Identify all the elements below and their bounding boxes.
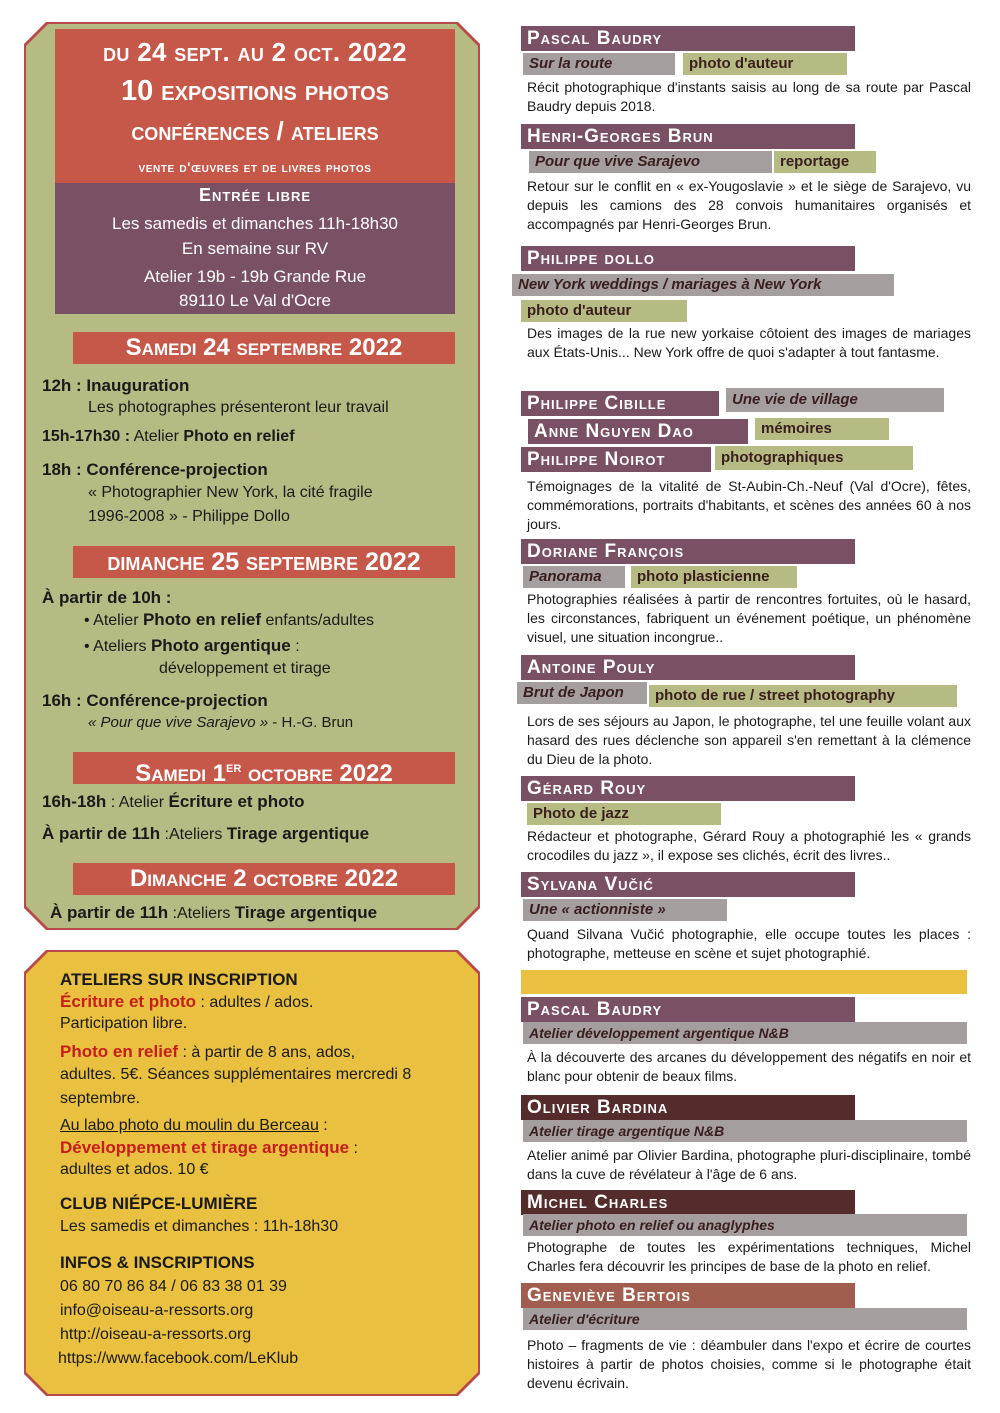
sun25-bullet-2-post: :: [290, 638, 300, 655]
workshop-2-name: Photo en relief: [60, 1042, 179, 1061]
sun25-event: [42, 691, 268, 711]
workshop-2-text3: septembre.: [60, 1090, 141, 1107]
sun2-event-1-time: À partir de 11h: [50, 903, 169, 922]
workshop-leader-1: Pascal Baudry: [521, 997, 855, 1022]
expo-5-artist: Doriane François: [521, 539, 855, 564]
contact-title: INFOS & INSCRIPTIONS: [60, 1253, 255, 1272]
expo-4-genre-2: photographiques: [715, 446, 913, 470]
sun25-bullet-1-name: Photo en relief: [142, 610, 262, 629]
entry-weekday: En semaine sur RV: [181, 239, 329, 258]
sat1-event-2-name: Tirage argentique: [226, 824, 370, 843]
sun25-bullet-1-post: enfants/adultes: [261, 612, 375, 629]
expo-6-artist: Antoine Pouly: [521, 655, 855, 680]
day-sun25-title: dimanche 25 septembre 2022: [73, 546, 455, 578]
expo-2-genre: reportage: [774, 151, 876, 173]
workshop-3-text: adultes et ados. 10 €: [60, 1161, 209, 1178]
workshop-leader-1-title: Atelier développement argentique N&B: [523, 1022, 967, 1044]
sat1-event-2-pre: :Ateliers: [160, 826, 227, 843]
sat1-event-2: [42, 824, 369, 844]
workshop-1-name: Écriture et photo: [60, 992, 197, 1011]
workshop-leader-2-desc: Atelier animé par Olivier Bardina, photographe pluri-disciplinaire, tombé dans la cuve de révélateur à l'âge de 6 ans.: [527, 1147, 971, 1182]
sat24-event-2-pre: Atelier: [130, 428, 184, 445]
expo-4-artist-1: Philippe Cibille: [521, 391, 719, 416]
workshop-3-place: [60, 1117, 328, 1135]
expo-4-title: Une vie de village: [726, 388, 944, 412]
sat1-title-pre: Samedi 1: [135, 760, 227, 787]
workshop-leader-4-desc: Photo – fragments de vie : déambuler dans l'expo et écrire de courtes histoires à partir de photos choisies, comme si le photographe était devenu écrivain.: [527, 1337, 971, 1391]
workshop-3-colon: :: [349, 1140, 358, 1157]
sun25-event-sub: [88, 714, 353, 731]
workshops-title: ATELIERS SUR INSCRIPTION: [60, 970, 298, 989]
sun25-bullet-1: [84, 610, 374, 630]
workshop-leader-4: Geneviève Bertois: [521, 1283, 855, 1308]
expo-1-genre: photo d'auteur: [683, 53, 847, 75]
entry-address-2: 89110 Le Val d'Ocre: [179, 291, 331, 310]
sat24-event-3-sub1: « Photographier New York, la cité fragile: [88, 484, 373, 501]
expo-1-title: Sur la route: [523, 53, 675, 75]
sat1-event-1-name: Écriture et photo: [168, 792, 305, 811]
sat1-title-sup: er: [226, 759, 242, 776]
sat1-title-post: octobre 2022: [241, 760, 393, 787]
sun25-event-title: : Conférence-projection: [71, 691, 268, 710]
workshop-2-text2: adultes. 5€. Séances supplémentaires mercredi 8: [60, 1066, 412, 1083]
workshop-leader-2: Olivier Bardina: [521, 1095, 855, 1120]
sun25-bullet-2-pre: • Ateliers: [84, 638, 151, 655]
sun25-bullet-2-name: Photo argentique: [150, 636, 291, 655]
sun25-bullet-1-pre: • Atelier: [84, 612, 143, 629]
expo-3-genre: photo d'auteur: [521, 300, 687, 322]
day-sat24-title: Samedi 24 septembre 2022: [73, 332, 455, 364]
sat1-event-1: [42, 792, 305, 812]
expo-8-title: Une « actionniste »: [523, 899, 727, 921]
sat1-event-1-time: 16h-18h: [42, 792, 107, 811]
contact-email[interactable]: info@oiseau-a-ressorts.org: [60, 1302, 254, 1319]
contact-facebook[interactable]: https://www.facebook.com/LeKlub: [58, 1350, 299, 1367]
expo-3-artist: Philippe dollo: [521, 246, 855, 271]
sat24-event-1: 12h : Inauguration: [42, 376, 190, 395]
expo-3-desc: Des images de la rue new yorkaise côtoient des images de mariages aux États-Unis... New York offre de quoi s'adapter à tout fantasme.: [527, 325, 971, 360]
expo-2-artist: Henri-Georges Brun: [521, 124, 855, 149]
workshop-2-text: : à partir de 8 ans, ados,: [178, 1044, 356, 1061]
expo-1-desc: Récit photographique d'instants saisis au long de sa route par Pascal Baudry depuis 2018.: [527, 79, 971, 114]
workshop-1-text2: Participation libre.: [60, 1015, 188, 1032]
contact-website[interactable]: http://oiseau-a-ressorts.org: [60, 1326, 252, 1343]
club-title: CLUB NIÉPCE-LUMIÈRE: [60, 1194, 258, 1213]
workshop-1-text: : adultes / ados.: [196, 994, 314, 1011]
sat24-event-3-sub2: 1996-2008 » - Philippe Dollo: [88, 508, 290, 525]
sun25-event-sub-author: - H.-G. Brun: [268, 714, 354, 731]
section-divider: [521, 970, 967, 994]
expo-7-genre: Photo de jazz: [527, 803, 721, 825]
sun2-event-1: [50, 903, 377, 923]
entry-hours: Les samedis et dimanches 11h-18h30: [111, 214, 399, 233]
expo-1-artist: Pascal Baudry: [521, 26, 855, 51]
expo-4-genre-1: mémoires: [755, 418, 889, 440]
expo-3-title: New York weddings / mariages à New York: [512, 274, 894, 296]
workshop-3-place-colon: :: [318, 1117, 328, 1134]
workshop-2: [60, 1042, 355, 1062]
expo-7-artist: Gérard Rouy: [521, 776, 855, 801]
expo-5-title: Panorama: [523, 566, 625, 588]
workshop-3-name: Développement et tirage argentique: [60, 1138, 350, 1157]
hero-confs: conférences / ateliers: [131, 116, 379, 146]
sat24-event-1-sub: Les photographes présenteront leur travail: [88, 399, 389, 416]
workshop-leader-3: Michel Charles: [521, 1190, 855, 1215]
sat1-event-1-pre: : Atelier: [106, 794, 169, 811]
expo-8-desc: Quand Silvana Vučić photographie, elle occupe toutes les places : photographe, metteuse en scène et sujet photographié.: [527, 926, 971, 961]
hero-banner: [55, 29, 455, 183]
sun25-from: À partir de 10h :: [42, 588, 172, 607]
sun25-bullet-2: [84, 636, 300, 656]
sat24-event-2-time: 15h-17h30 :: [42, 428, 131, 445]
expo-6-desc: Lors de ses séjours au Japon, le photographe, tel une feuille volant aux hasard des rues déclenche son appareil s'en remettant à la clémence du Dieu de la photo.: [527, 713, 971, 767]
workshop-3: [60, 1138, 358, 1158]
sun25-event-time: 16h: [42, 691, 72, 710]
workshop-3-place-text: Au labo photo du moulin du Berceau: [60, 1117, 319, 1134]
expo-5-desc: Photographies réalisées à partir de rencontres fortuites, où le hasard, les circonstances, fabriquent un événement poétique, un phénomène visuel, une situation incongrue..: [527, 591, 971, 645]
sat24-event-2-name: Photo en relief: [183, 428, 295, 445]
entry-title: Entrée libre: [198, 185, 312, 205]
entry-box: [55, 183, 455, 314]
workshop-leader-3-title: Atelier photo en relief ou anaglyphes: [523, 1214, 967, 1236]
hero-sales: vente d'œuvres et de livres photos: [138, 159, 372, 175]
expo-6-title: Brut de Japon: [517, 682, 647, 704]
sun2-event-1-name: Tirage argentique: [234, 903, 378, 922]
sun2-event-1-pre: :Ateliers: [168, 905, 235, 922]
day-sun2-title: Dimanche 2 octobre 2022: [73, 863, 455, 895]
expo-5-genre: photo plasticienne: [631, 566, 797, 588]
entry-address-1: Atelier 19b - 19b Grande Rue: [143, 267, 367, 286]
sat1-event-2-time: À partir de 11h: [42, 824, 161, 843]
workshop-leader-3-desc: Photographe de toutes les expérimentations techniques, Michel Charles fera découvrir les principes de base de la photo en relief.: [527, 1239, 971, 1274]
club-text: Les samedis et dimanches : 11h-18h30: [60, 1218, 339, 1235]
sat24-event-3: 18h : Conférence-projection: [42, 460, 268, 479]
expo-2-desc: Retour sur le conflit en « ex-Yougoslavie » et le siège de Sarajevo, vu depuis les camions des 28 convois humanitaires organisés et accompagnés par Henri-Georges Brun.: [527, 178, 971, 232]
sat24-event-2: [42, 428, 295, 446]
expo-7-desc: Rédacteur et photographe, Gérard Rouy a photographié les « grands crocodiles du jazz », il expose ses clichés, écrit des livres..: [527, 828, 971, 863]
workshop-leader-2-title: Atelier tirage argentique N&B: [523, 1120, 967, 1142]
sun25-bullet-2-sub: développement et tirage: [159, 660, 331, 677]
sun25-event-sub-title: « Pour que vive Sarajevo »: [88, 714, 269, 731]
workshop-leader-1-desc: À la découverte des arcanes du développement des négatifs en noir et blanc pour obtenir de beaux films.: [527, 1049, 971, 1084]
expo-6-genre: photo de rue / street photography: [649, 685, 957, 707]
workshop-1: [60, 992, 313, 1012]
program-content: [24, 22, 480, 930]
hero-expos: 10 expositions photos: [120, 75, 390, 107]
expo-4-desc: Témoignages de la vitalité de St-Aubin-Ch.-Neuf (Val d'Ocre), fêtes, commémorations, portraits d'habitants, et scènes des années 60 à nos jours.: [527, 478, 971, 532]
workshop-leader-4-title: Atelier d'écriture: [523, 1308, 967, 1330]
expo-2-title: Pour que vive Sarajevo: [529, 151, 772, 173]
hero-dates: du 24 sept. au 2 oct. 2022: [103, 37, 407, 67]
expo-4-artist-3: Philippe Noirot: [521, 447, 711, 472]
expo-4-artist-2: Anne Nguyen Dao: [528, 419, 748, 444]
info-content: [24, 950, 480, 1396]
day-sat1-title: [73, 752, 455, 787]
expo-8-artist: Sylvana Vučić: [521, 872, 855, 897]
contact-phones: 06 80 70 86 84 / 06 83 38 01 39: [60, 1278, 287, 1295]
